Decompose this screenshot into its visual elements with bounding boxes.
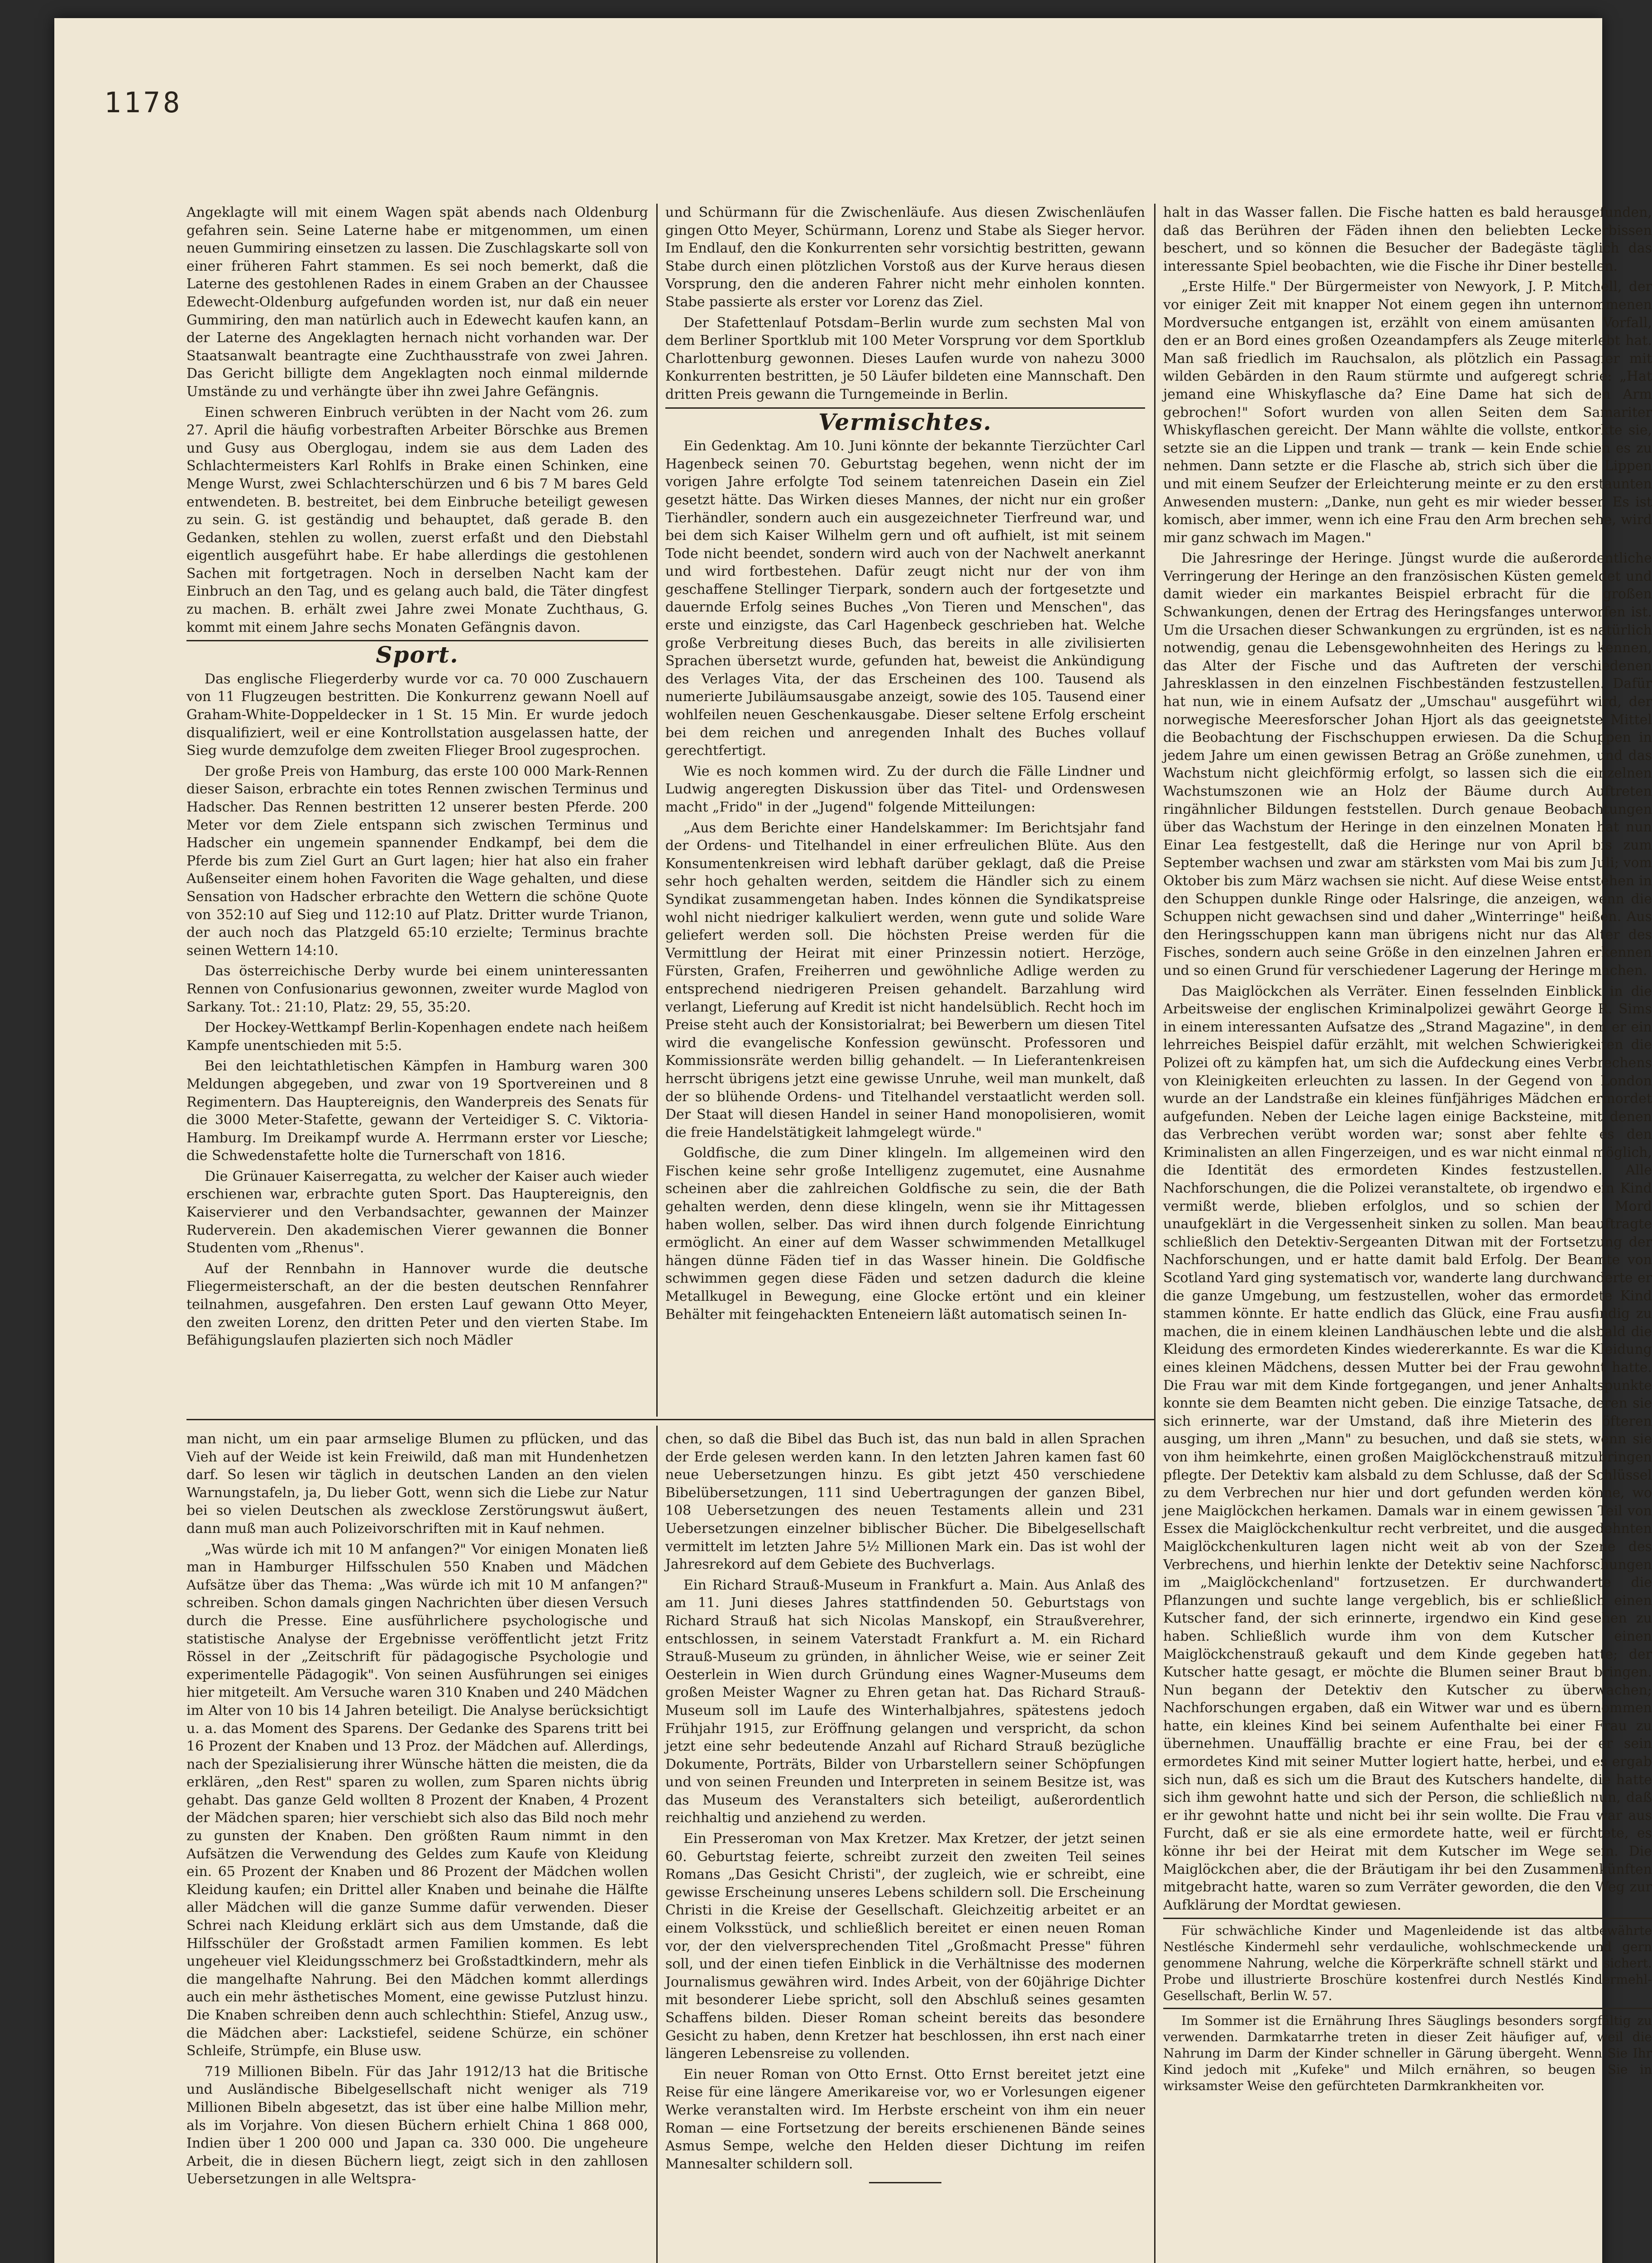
article-hamburg-prize: Der große Preis von Hamburg, das erste 100 000 Mark-Rennen dieser Saison, erbrachte ein totes Rennen zwischen Terminus und Hadscher. Das Rennen bestritten 12 unserer besten Pferde. 200 Meter vor dem Ziele entspann sich zwischen Terminus und Hadscher ein ungemein spannender Endkampf, bei dem die Pferde bis zum Ziel Gurt an Gurt lagen; hier hat also ein fraher Außenseiter einem hohen Favoriten die Wage gehalten, und diese Sensation von Hadscher erbrachte den Wettern die schöne Quote von 352:10 auf Sieg und 112:10 auf Platz. Dritter wurde Trianon, der auch noch das Platzgeld 65:10 erzielte; Terminus brachte seinen Wettern 14:10.: [186, 763, 648, 959]
page-number: 1178: [104, 86, 183, 119]
article-nature-continuation: man nicht, um ein paar armselige Blumen zu pflücken, und das Vieh auf der Weide ist kein Freiwild, daß man mit Hundenhetzen darf. So lesen wir täglich in deutschen Landen an den vielen Warnungstafeln, ja, Du lieber Gott, wenn sich die Liebe zur Natur bei so vielen Deutschen als zwecklose Zerstörungswut äußert, dann muß man auch Polizeivorschriften mit in Kauf nehmen.: [186, 1431, 648, 1537]
article-kretzer-novel: Ein Presseroman von Max Kretzer. Max Kretzer, der jetzt seinen 60. Geburtstag feierte, schreibt zurzeit den zweiten Teil seines Romans „Das Gesicht Christi", der zugleich, wie er schreibt, eine gewisse Erscheinung unseres Lebens schildern soll. Die Erscheinung Christi in die Kreise der Gesellschaft. Gleichzeitig arbeitet er an einem Volksstück, und schließlich bereitet er einen neuen Roman vor, der den vielversprechenden Titel „Großmacht Presse" führen soll, und der einen tiefen Einblick in die Verhältnisse des modernen Journalismus gewähren wird. Indes Arbeit, von der 60jährige Dichter mit besonderer Liebe spricht, soll den Abschluß seines gesamten Schaffens bilden. Dieser Roman scheint bereits das besondere Gesicht zu haben, denn Kretzer hat beschlossen, ihn erst nach einer längeren Lebensreise zu vollenden.: [665, 1831, 1145, 2062]
article-otto-ernst: Ein neuer Roman von Otto Ernst. Otto Ernst bereitet jetzt eine Reise für eine längere Amerikareise vor, wo er Vorlesungen eigener Werke veranstalten wird. Im Herbste erscheint von ihm ein neuer Roman — eine Fortsetzung der bereits erschienenen Bände seines Asmus Sempe, welche den Helden dieser Dichtung im reifen Mannesalter schildern soll.: [665, 2066, 1145, 2172]
advert-nestle: Für schwächliche Kinder und Magenleidende ist das altbewährte Nestlésche Kindermehl sehr verdauliche, wohlschmeckende und gern genommene Nahrung, welche die Körperkräfte schnell stärkt und sichert. Probe und illustrierte Broschüre kostenfrei durch Nestlés Kindermehl-Gesellschaft, Berlin W. 57.: [1163, 1923, 1652, 2004]
article-hannover-continuation: und Schürmann für die Zwischenläufe. Aus diesen Zwischenläufen gingen Otto Meyer, Schürmann, Lorenz und Stabe als Sieger hervor. Im Endlauf, den die Konkurrenten sehr vorsichtig bestritten, gewann Stabe durch einen plötzlichen Vorstoß aus der Kurve heraus diesen Vorsprung, den die anderen Fahrer nicht mehr einholen konnten. Stabe passierte als erster vor Lorenz das Ziel.: [665, 205, 1145, 310]
article-ten-marks: „Was würde ich mit 10 M anfangen?" Vor einigen Monaten ließ man in Hamburger Hilfsschulen 550 Knaben und Mädchen Aufsätze über das Thema: „Was würde ich mit 10 M anfangen?" schreiben. Schon damals gingen Nachrichten über diesen Versuch durch die Presse. Eine ausführlichere psychologische und statistische Analyse der Ergebnisse veröffentlicht jetzt Fritz Rössel in der „Zeitschrift für pädagogische Psychologie und experimentelle Pädagogik". Von seinen Ausführungen sei einiges hier mitgeteilt. Am Versuche waren 310 Knaben und 240 Mädchen im Alter von 10 bis 14 Jahren beteiligt. Die Analyse berücksichtigt u. a. das Moment des Sparens. Der Gedanke des Sparens tritt bei 16 Prozent der Knaben und 13 Proz. der Mädchen auf. Allerdings, nach der Spezialisierung ihrer Wünsche hätten die meisten, die da erklären, „den Rest" sparen zu wollen, zum Sparen nichts übrig gehabt. Das ganze Geld wollten 8 Prozent der Knaben, 4 Prozent der Mädchen sparen; hier verschiebt sich also das Bild noch mehr zu gunsten der Knaben. Den größten Raum nimmt in den Aufsätzen die Verwendung des Geldes zum Kaufe von Kleidung ein. 65 Prozent der Knaben und 86 Prozent der Mädchen wollen Kleidung kaufen; ein Drittel aller Knaben und beinahe die Hälfte aller Mädchen will die ganze Summe dafür verwenden. Dieser Schrei nach Kleidung erklärt sich aus dem Umstande, daß die Hilfsschüler der Großstadt armen Familien kommen. Es lebt ungeheuer viel Kleidungsschmerz bei Großstadtkindern, mehr als die mangelhafte Nahrung. Bei den Mädchen kommt allerdings auch ein mehr ästhetisches Moment, eine gewisse Putzlust hinzu. Die Knaben schreiben denn auch schlechthin: Stiefel, Anzug usw., die Mädchen aber: Lackstiefel, seidene Schürze, ein schöner Schleife, Strümpfe, ein Bluse usw.: [186, 1541, 648, 2059]
article-hagenbeck: Ein Gedenktag. Am 10. Juni könnte der bekannte Tierzüchter Carl Hagenbeck seinen 70. Geburtstag begehen, wenn nicht der im vorigen Jahre erfolgte Tod seinem tatenreichen Dasein ein Ziel gesetzt hätte. Das Wirken dieses Mannes, der nicht nur ein großer Tierhändler, sondern auch ein ausgezeichneter Tierfreund war, und bei dem sich Kaiser Wilhelm gern und oft aufhielt, ist mit seinem Tode nicht beendet, sondern wird auch von der Nachwelt anerkannt und wird fortbestehen. Dafür zeugt nicht nur der von ihm geschaffene Stellinger Tierpark, sondern auch der fortgesetzte und dauernde Erfolg seines Buches „Von Tieren und Menschen", das erste und einzigste, das Carl Hagenbeck geschrieben hat. Welche große Verbreitung dieses Buch, das bereits in alle zivilisierten Sprachen übersetzt wurde, gefunden hat, beweist die Ankündigung des Verlages Vita, der das Erscheinen des 100. Tausend als numerierte Jubiläumsausgabe anzeigt, sowie des 105. Tausend einer wohlfeilen neuen Geschenkausgabe. Dieser seltene Erfolg erscheint bei dem reichen und anregenden Inhalt des Buches vollauf gerechtfertigt.: [665, 438, 1145, 759]
column-middle-top: [665, 204, 1145, 1408]
article-goldfish: Goldfische, die zum Diner klingeln. Im allgemeinen wird den Fischen keine sehr große Intelligenz zugemutet, eine Ausnahme scheinen aber die zahlreichen Goldfische zu sein, die der Bath gehalten werden, denn diese klingeln, wenn sie ihr Mittagessen haben wollen, selber. Das wird ihnen durch folgende Einrichtung ermöglicht. An einer auf dem Wasser schwimmenden Metallkugel hängen dünne Fäden tief in das Wasser hinein. Die Goldfische schwimmen gegen diese Fäden und setzen dadurch die kleine Metallkugel in Bewegung, eine Glocke ertönt und ein kleiner Behälter mit feingehackten Enteneiern läßt automatisch seinen In-: [665, 1145, 1145, 1322]
article-strauss-museum: Ein Richard Strauß-Museum in Frankfurt a. Main. Aus Anlaß des am 11. Juni dieses Jahres stattfindenden 50. Geburtstags von Richard Strauß hat sich Nicolas Manskopf, ein Straußverehrer, entschlossen, in seinem Vaterstadt Frankfurt a. M. ein Richard Strauß-Museum zu gründen, in ähnlicher Weise, wie er seiner Zeit Oesterlein in Wien durch Gründung eines Wagner-Museums dem großen Meister Wagner zu Ehren getan hat. Das Richard Strauß-Museum soll im Laufe des Winterhalbjahres, spätestens jedoch Frühjahr 1915, zur Eröffnung gelangen und verspricht, da schon jetzt eine sehr bedeutende Anzahl auf Richard Strauß bezügliche Dokumente, Porträts, Bilder von Urbarstellern seiner Schöpfungen und von seinen Freunden und Interpreten in seinem Besitze ist, was das Museum des Veranstalters sich beteiligt, außerordentlich reichhaltig und anziehend zu werden.: [665, 1577, 1145, 1826]
section-rule: [186, 1419, 1154, 1420]
article-order-trade-quote: „Aus dem Berichte einer Handelskammer: Im Berichtsjahr fand der Ordens- und Titelhandel in einer erfreulichen Blüte. Aus den Konsumentenkreisen wird lebhaft darüber geklagt, daß die Preise sehr hoch gehalten werden, seitdem die Händler sich zu einem Syndikat zusammengetan haben. Indes können die Syndikatspreise wohl nicht niedriger kalkuliert werden, wenn gute und solide Ware geliefert werden soll. Die höchsten Preise werden für die Vermittlung der Heirat mit einer Prinzessin notiert. Herzöge, Fürsten, Grafen, Freiherren und gewöhnliche Adlige werden zu entsprechend niedrigeren Preisen gehandelt. Barzahlung wird verlangt, Lieferung auf Kredit ist nicht handelsüblich. Recht hoch im Preise steht auch der Konsistorialrat; bei Bewerbern um diesen Titel wird die evangelische Konfession gewünscht. Professoren und Kommissionsräte werden billig gehandelt. — In Lieferantenkreisen herrscht übrigens jetzt eine gewisse Unruhe, weil man munkelt, daß der so blühende Ordens- und Titelhandel verstaatlicht werden soll. Der Staat will diesen Handel in seiner Hand monopolisieren, womit die freie Handelstätigkeit lahmgelegt würde.": [665, 820, 1145, 1141]
article-lily-of-valley: Das Maiglöckchen als Verräter. Einen fesselnden Einblick in die Arbeitsweise der englischen Kriminalpolizei gewährt George R. Sims in einem interessanten Aufsatze des „Strand Magazine", in dem er ein lehrreiches Beispiel dafür erzählt, mit welchen Schwierigkeiten die Polizei oft zu kämpfen hat, um sich die Aufdeckung eines Verbrechens von Kleinigkeiten erleuchten zu lassen. In der Gegend von London wurde an der Landstraße ein kleines fünfjähriges Mädchen ermordet aufgefunden. Neben der Leiche lagen einige Backsteine, mit denen das Verbrechen verübt worden war; sonst aber fehlte es den Kriminalisten an allen Fingerzeigen, und es war nicht einmal möglich, die Identität des ermordeten Kindes festzustellen. Alle Nachforschungen, die die Polizei veranstaltete, ob irgendwo ein Kind vermißt werde, blieben erfolglos, und so schien der Mord unaufgeklärt in die Vergessenheit sinken zu sollen. Man beauftragte schließlich den Detektiv-Sergeanten Ditwan mit der Fortsetzung der Nachforschungen, und er hatte damit bald Erfolg. Der Beamte von Scotland Yard ging systematisch vor, wanderte lang durchwanderte er die ganze Umgebung, um festzustellen, woher das ermordete Kind stammen könnte. Er hatte endlich das Glück, eine Frau ausfindig zu machen, die in einem kleinen Landhäuschen lebte und die alsbald die Kleidung des ermordeten Kindes wiedererkannte. Es war die Kleidung eines kleinen Mädchens, dessen Mutter bei der Frau gewohnt hatte. Die Frau war mit dem Kinde fortgegangen, und jener Anhaltspunkte konnte sie dem Beamten nicht geben. Die einzige Tatsache, deren sie sich erinnerte, war der Umstand, daß ihre Mieterin des öfteren ausging, um ihren „Mann" zu besuchen, und daß sie stets, wenn sie von ihm heimkehrte, einen großen Maiglöckchenstrauß mitzubringen pflegte. Der Detektiv kam alsbald zu dem Schlusse, daß der Schlüssel zu dem Verbrechen nur hier und dort gefunden werden könne, wo jene Maiglöckchen herkamen. Damals war in einem gewissen Teil von Essex die Maiglöckchenkultur recht verbreitet, und die ausgedehnten Maiglöckchenkulturen lagen nicht weit ab von der Szene des Verbrechens, und hierhin lenkte der Detektiv seine Nachforschungen im „Maiglöckchenland" fortzusetzen. Er durchwanderte die Pflanzungen und suchte lange vergeblich, bis er schließlich einen Kutscher fand, der sich erinnerte, irgendwo ein Kind gesehen zu haben. Schließlich wurde ihm von dem Kutscher einen Maiglöckchenstrauß gekauft und dem Kinde gegeben hatte; der Kutscher hatte gesagt, er möchte die Blumen seiner Braut bringen. Nun begann der Detektiv den Kutscher zu überwachen; Nachforschungen ergaben, daß ein Witwer war und es übernommen hatte, ein kleines Kind bei seinem Aufenthalte bei einer Frau zu übernehmen. Unauffällig brachte er eine Frau, bei der er sein ermordetes Kind mit seiner Mutter logiert hatte, herbei, und es ergab sich nun, daß es sich um die Braut des Kutschers handelte, die hatte sich ihm gewohnt hatte und sich der Person, die schließlich nun, daß er ihr gewohnt hatte und nicht bei ihr sein wollte. Die Frau war aus Furcht, daß er sie als eine ermordete hatte, weil er fürchtete, es könne ihr bei der Heirat mit dem Kutscher im Wege sein. Die Maiglöckchen aber, die der Bräutigam ihr bei den Zusammenkünften mitgebracht hatte, waren so zum Verräter geworden, die den Weg zur Aufklärung der Mordtat gewiesen.: [1163, 983, 1652, 1913]
article-austrian-derby: Das österreichische Derby wurde bei einem uninteressanten Rennen von Confusionarius gewonnen, zweiter wurde Maglod von Sarkany. Tot.: 21:10, Platz: 29, 55, 35:20.: [186, 963, 648, 1015]
sport-heading: Sport.: [376, 641, 459, 668]
article-regatta: Die Grünauer Kaiserregatta, zu welcher der Kaiser auch wieder erschienen war, erbrachte guten Sport. Das Hauptereignis, den Kaiservierer und den Verbandsachter, gewannen der Mainzer Ruderverein. Den akademischen Vierer gewannen die Bonner Studenten vom „Rhenus".: [186, 1168, 648, 1256]
column-right: [1163, 204, 1652, 2263]
column-rule: [1154, 204, 1155, 2263]
advert-divider: [1163, 2008, 1652, 2009]
column-middle-bottom: [665, 1430, 1145, 2263]
newspaper-page: [54, 18, 1652, 2263]
miscellaneous-heading: Vermischtes.: [818, 408, 992, 435]
article-court-continuation: Angeklagte will mit einem Wagen spät abends nach Oldenburg gefahren sein. Seine Laterne habe er mitgenommen, um einen neuen Gummiring einsetzen zu lassen. Die Zuschlagskarte soll von einer früheren Fahrt stammen. Es sei noch bemerkt, daß die Laterne des gestohlenen Rades in einem Graben an der Chaussee Edewecht-Oldenburg aufgefunden worden ist, nur daß ein neuer Gummiring, den man natürlich auch in Edewecht kaufen kann, an der Laterne des Angeklagten hernach nicht vorhanden war. Der Staatsanwalt beantragte eine Zuchthausstrafe von zwei Jahren. Das Gericht billigte dem Angeklagten noch einmal mildernde Umstände zu und verhängte über ihn zwei Jahre Gefängnis.: [186, 205, 648, 400]
article-burglary: Einen schweren Einbruch verübten in der Nacht vom 26. zum 27. April die häufig vorbestraften Arbeiter Börschke aus Bremen und Gusy aus Oberglogau, indem sie aus dem Laden des Schlachtermeisters Karl Rohlfs in Brake einen Schinken, eine Menge Wurst, zwei Schlachterschürzen und 6 bis 7 M bares Geld entwendeten. B. bestreitet, bei dem Einbruche beteiligt gewesen zu sein. G. ist geständig und behauptet, daß gerade B. den Gedanken, stehlen zu wollen, zuerst erfaßt und den Diebstahl eigentlich ausgeführt habe. Er habe allerdings die gestohlenen Sachen mit fortgetragen. Noch in derselben Nacht kam der Einbruch an den Tag, und es gelang auch bald, die Täter dingfest zu machen. B. erhält zwei Jahre zwei Monate Zuchthaus, G. kommt mit einem Jahre sechs Monaten Gefängnis davon.: [186, 404, 648, 635]
article-bibles: 719 Millionen Bibeln. Für das Jahr 1912/13 hat die Britische und Ausländische Bibelgesellschaft nicht weniger als 719 Millionen Bibeln abgesetzt, das ist über eine halbe Million mehr, als im Vorjahre. Von diesen Büchern erhielt China 1 868 000, Indien über 1 200 000 und Japan ca. 330 000. Die ungeheure Arbeit, die in diesen Büchern liegt, zeigt sich in den zahllosen Uebersetzungen in alle Weltspra-: [186, 2063, 648, 2187]
article-herring: Die Jahresringe der Heringe. Jüngst wurde die außerordentliche Verringerung der Heringe an den französischen Küsten gemeldet und damit wieder ein markantes Beispiel erbracht für die großen Schwankungen, denen der Ertrag des Heringsfanges unterworfen ist. Um die Ursachen dieser Schwankungen zu ergründen, ist es natürlich notwendig, genau die Lebensgewohnheiten des Herings zu kennen, das Alter der Fische und das Auftreten der verschiedenen Jahresklassen in den einzelnen Fischbeständen festzustellen. Dafür hat nun, wie in einem Aufsatz der „Umschau" ausgeführt wird, der norwegische Meeresforscher Johan Hjort als das geeignetste Mittel die Beobachtung der Fischschuppen erwiesen. Da die Schuppen in jedem Jahre um einen gewissen Betrag an Größe zunehmen, und das Wachstum nicht gleichförmig erfolgt, so lassen sich die einzelnen Wachstumszonen wie an Holz der Bäume durch Auftreten ringähnlicher Bildungen feststellen. Durch genaue Beobachtungen über das Wachstum der Heringe in den einzelnen Monaten hat nun Einar Lea festgestellt, daß die Heringe nur von April bis zum September wachsen und zwar am stärksten vom Mai bis zum Juli; vom Oktober bis zum März wachsen sie nicht. Auf diese Weise entstehen in den Schuppen dunkle Ringe oder Halsringe, die anzeigen, wenn die Schuppen nicht gewachsen sind und daher „Winterringe" heißen. Aus den Heringsschuppen kann man übrigens nicht nur das Alter des Fisches, sondern auch seine Größe in den einzelnen Jahren erkennen und so einen Grund für verschiedener Lagerung der Heringe machen.: [1163, 550, 1652, 979]
article-bibles-continuation: chen, so daß die Bibel das Buch ist, das nun bald in allen Sprachen der Erde gelesen werden kann. In den letzten Jahren kamen fast 60 neue Uebersetzungen hinzu. Es gibt jetzt 450 verschiedene Bibelübersetzungen, 111 sind Uebertragungen der ganzen Bibel, 108 Uebersetzungen des neuen Testaments allein und 231 Uebersetzungen einzelner biblischer Bücher. Die Bibelgesellschaft vermittelt im letzten Jahre 5½ Millionen Mark ein. Das ist wohl der Jahresrekord auf dem Gebiete des Buchverlags.: [665, 1431, 1145, 1573]
advert-divider: [1163, 1918, 1652, 1919]
column-rule: [656, 204, 658, 1417]
article-relay-race: Der Stafettenlauf Potsdam–Berlin wurde zum sechsten Mal von dem Berliner Sportklub mit 100 Meter Vorsprung vor dem Sportklub Charlottenburg gewonnen. Dieses Laufen wurde von nahezu 3000 Konkurrenten bestritten, je 50 Läufer bildeten eine Mannschaft. Den dritten Preis gewann die Turngemeinde in Berlin.: [665, 315, 1145, 402]
column-rule: [656, 1426, 658, 2263]
article-hockey: Der Hockey-Wettkampf Berlin-Kopenhagen endete nach heißem Kampfe unentschieden mit 5:5.: [186, 1020, 648, 1054]
article-order-trade: Wie es noch kommen wird. Zu der durch die Fälle Lindner und Ludwig angeregten Diskussion über das Titel- und Ordenswesen macht „Frido" in der „Jugend" folgende Mitteilungen:: [665, 763, 1145, 815]
column-left-bottom: [186, 1430, 648, 2263]
article-hannover-race: Auf der Rennbahn in Hannover wurde die deutsche Fliegermeisterschaft, an der die besten deutschen Rennfahrer teilnahmen, ausgefahren. Den ersten Lauf gewann Otto Meyer, den zweiten Lorenz, den dritten Peter und den vierten Stabe. Im Befähigungslaufen plazierten sich noch Mädler: [186, 1260, 648, 1349]
article-flyer-derby: Das englische Fliegerderby wurde vor ca. 70 000 Zuschauern von 11 Flugzeugen bestritten. Die Konkurrenz gewann Noell auf Graham-White-Doppeldecker in 1 St. 15 Min. Er wurde jedoch disqualifiziert, weil er eine Kontrollstation ausgelassen hatte, der Sieg wurde demzufolge dem zweiten Flieger Brool zugesprochen.: [186, 671, 648, 759]
article-goldfish-continuation: halt in das Wasser fallen. Die Fische hatten es bald herausgefunden, daß das Berühren der Fäden ihnen den beliebten Leckerbissen beschert, und so können die Besucher der Badegäste täglich das interessante Spiel beobachten, wie die Fische ihr Diner bestellen.: [1163, 205, 1652, 274]
end-ornament: [869, 2182, 941, 2183]
article-athletics: Bei den leichtathletischen Kämpfen in Hamburg waren 300 Meldungen abgegeben, und zwar von 19 Sportvereinen und 8 Regimentern. Das Hauptereignis, den Wanderpreis des Senats für die 3000 Meter-Stafette, gewann der Verteidiger S. C. Viktoria-Hamburg. Im Dreikampf wurde A. Herrmann erster vor Liesche; die Schwedenstafette holte die Turnerschaft von 1816.: [186, 1058, 648, 1164]
advert-kufeke: Im Sommer ist die Ernährung Ihres Säuglings besonders sorgfältig zu verwenden. Darmkatarrhe treten in dieser Zeit häufiger auf, weil die Nahrung im Darm der Kinder schneller in Gärung übergeht. Wenn Sie Ihr Kind jedoch mit „Kufeke" und Milch ernähren, so beugen Sie in wirksamster Weise den gefürchteten Darmkrankheiten vor.: [1163, 2013, 1652, 2094]
column-left-top: [186, 204, 648, 1408]
article-first-aid: „Erste Hilfe." Der Bürgermeister von Newyork, J. P. Mitchell, der vor einiger Zeit mit knapper Not einem gegen ihn unternommenen Mordversuche entgangen ist, erzählt von einem amüsanten Vorfall, den er an Bord eines großen Ozeandampfers als Zeuge miterlebt hat. Man saß friedlich im Rauchsalon, als plötzlich ein Passagier mit wilden Gebärden in den Raum stürmte und aufgeregt schrie: „Hat jemand eine Whiskyflasche da? Eine Dame hat sich den Arm gebrochen!" Sofort wurden von allen Seiten dem Samariter Whiskyflaschen gereicht. Der Mann wählte die vollste, entkorkte sie, setzte sie an die Lippen und trank — trank — kein Ende schien es zu nehmen. Dann setzte er die Flasche ab, strich sich über die Lippen und mit einem Seufzer der Erleichterung meinte er zu den erstaunten Anwesenden mustern: „Danke, nun geht es mir wieder besser. Es ist komisch, aber immer, wenn ich eine Frau den Arm brechen sehe, wird mir ganz schwach im Magen.": [1163, 279, 1652, 546]
